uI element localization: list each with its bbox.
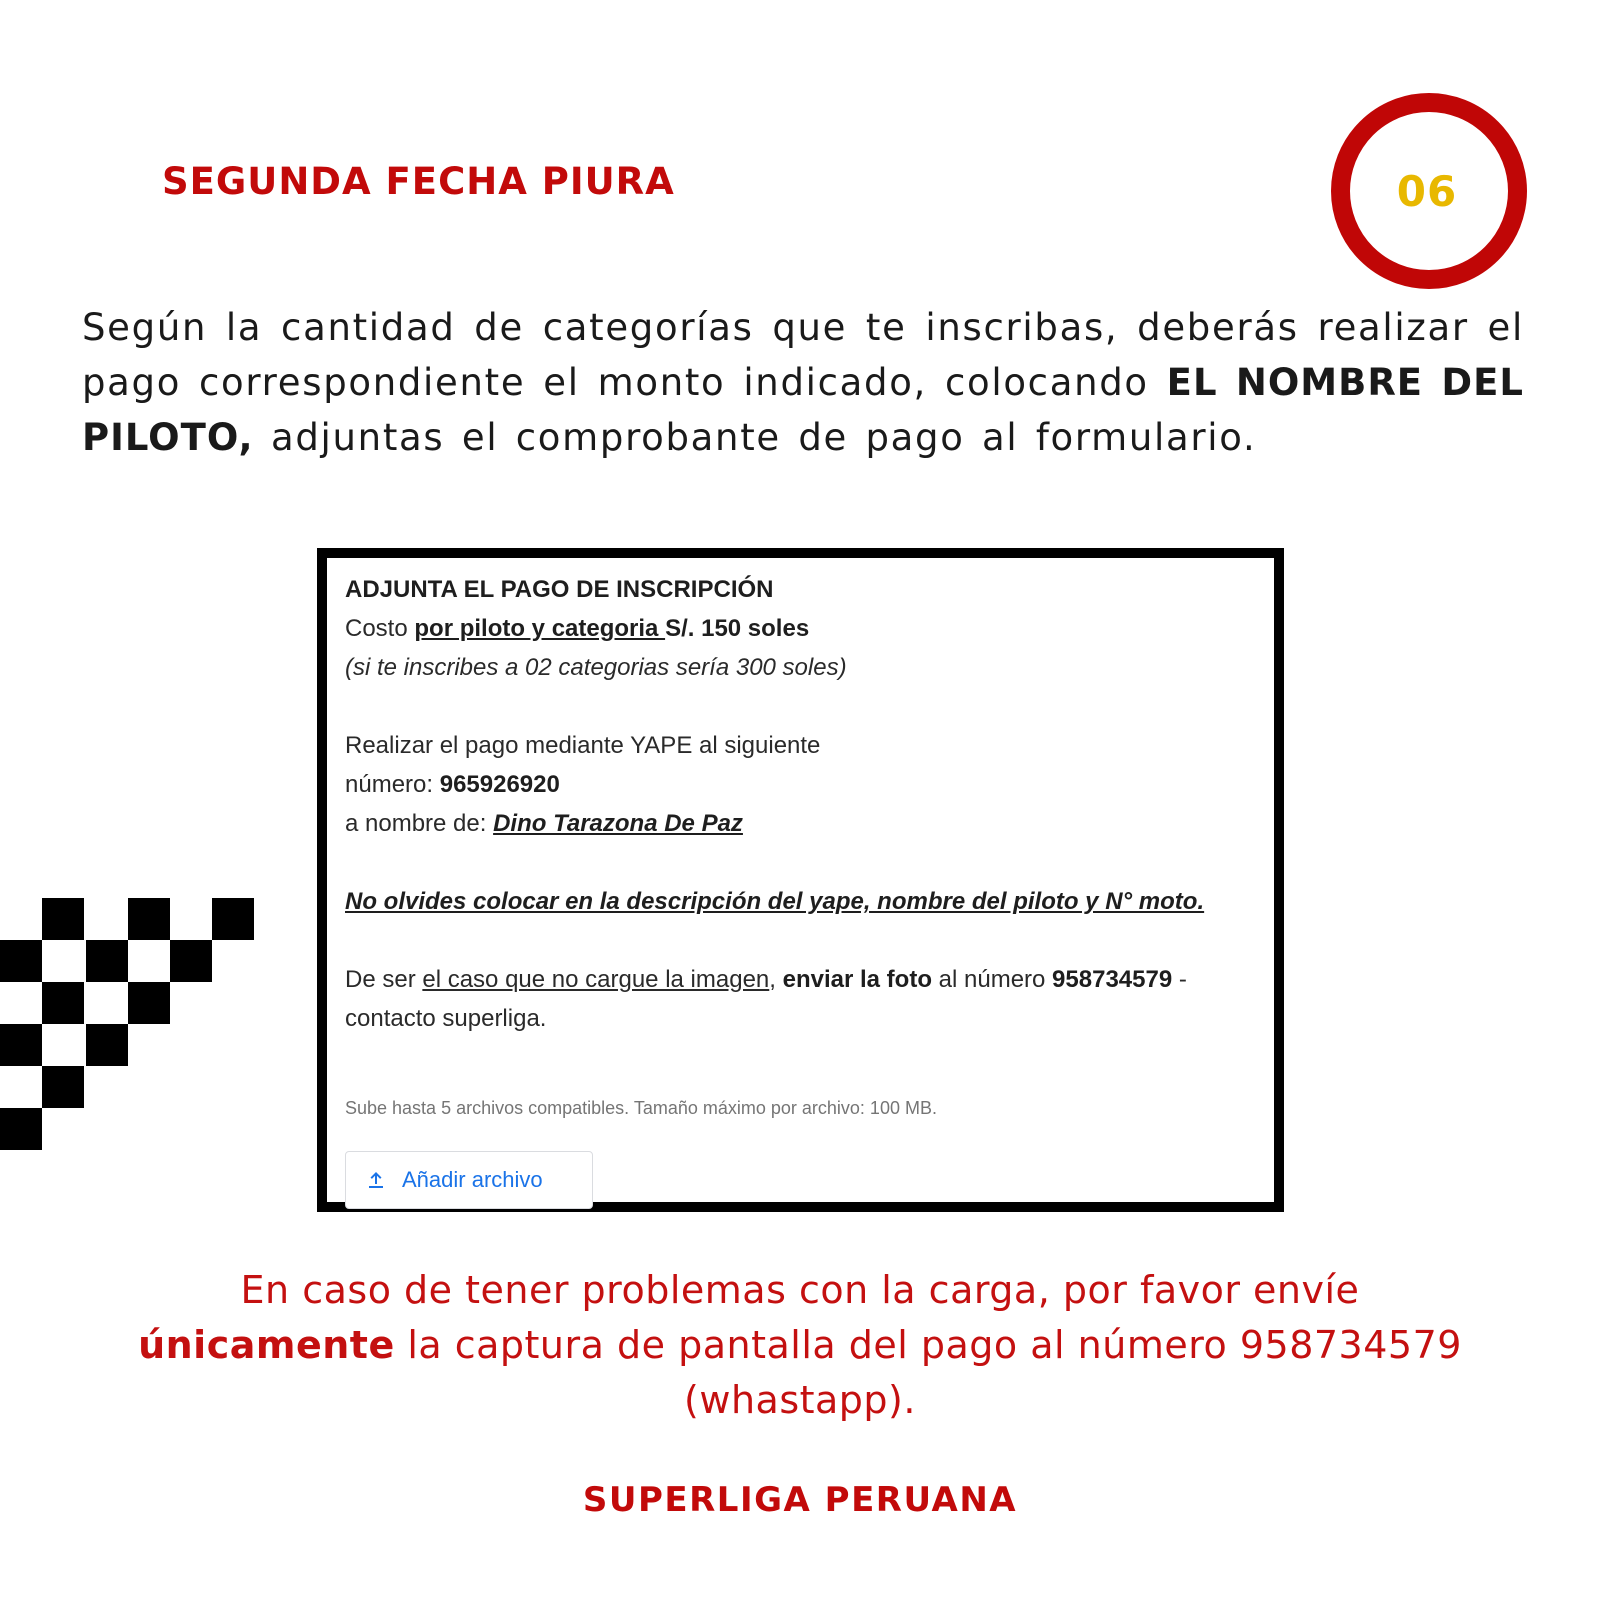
intro-text-2: adjuntas el comprobante de pago al formulario.: [253, 416, 1257, 459]
checker-square: [0, 940, 42, 982]
checker-square: [42, 898, 84, 940]
step-number: 06: [1396, 166, 1458, 216]
cost-underlined: por piloto y categoria: [414, 615, 666, 642]
payment-number-label: número:: [345, 771, 440, 798]
payee-name: Dino Tarazona De Paz: [493, 810, 743, 837]
checker-square: [0, 1108, 42, 1150]
fallback-underlined: el caso que no cargue la imagen: [422, 966, 770, 993]
cost-amount: S/. 150 soles: [665, 615, 810, 642]
intro-text-1: Según la cantidad de categorías que te inscribas, deberás realizar el pago correspondiente el monto indicado, colocando: [82, 306, 1524, 404]
fallback-line: [345, 960, 1256, 999]
checker-square: [212, 898, 254, 940]
checker-square: [170, 940, 212, 982]
payee-line: [345, 804, 1256, 843]
checker-square: [128, 898, 170, 940]
intro-paragraph: [82, 300, 1524, 465]
step-badge: [1331, 93, 1527, 289]
upload-icon: [364, 1168, 388, 1192]
payee-label: a nombre de:: [345, 810, 494, 837]
checker-square: [86, 1024, 128, 1066]
message-line-2: [40, 1318, 1560, 1373]
fallback-prefix: De ser: [345, 966, 423, 993]
payment-number: 965926920: [439, 771, 560, 798]
message-line-1: En caso de tener problemas con la carga, por favor envíe: [240, 1268, 1360, 1312]
fallback-number: 958734579: [1052, 966, 1173, 993]
payment-number-line: [345, 765, 1256, 804]
checker-square: [42, 1066, 84, 1108]
page-title: SEGUNDA FECHA PIURA: [162, 160, 675, 203]
form-title: ADJUNTA EL PAGO DE INSCRIPCIÓN: [345, 576, 774, 603]
cost-note: (si te inscribes a 02 categorias sería 300 soles): [345, 654, 847, 681]
cost-line: [345, 609, 1256, 648]
intro-bold: EL NOMBRE DEL PILOTO,: [82, 361, 1524, 459]
payment-instruction: Realizar el pago mediante YAPE al siguiente: [345, 732, 821, 759]
checker-square: [86, 940, 128, 982]
fallback-comma: ,: [769, 966, 783, 993]
fallback-suffix: -: [1172, 966, 1187, 993]
fallback-line-2: contacto superliga.: [345, 1005, 547, 1032]
fallback-bold: enviar la foto: [782, 966, 932, 993]
message-line-2-rest: la captura de pantalla del pago al número 958734579: [394, 1323, 1462, 1367]
form-screenshot: [317, 548, 1284, 1212]
cost-prefix: Costo: [345, 615, 415, 642]
add-file-button[interactable]: [345, 1151, 593, 1209]
checkered-flag-pattern: [0, 898, 260, 1158]
upload-helper-text: Sube hasta 5 archivos compatibles. Tamaño máximo por archivo: 100 MB.: [345, 1098, 937, 1118]
upload-problem-message: [40, 1263, 1560, 1428]
add-file-label: Añadir archivo: [402, 1167, 543, 1192]
checker-square: [42, 982, 84, 1024]
checker-square: [0, 1024, 42, 1066]
checker-square: [128, 982, 170, 1024]
form-description: [345, 570, 1256, 1038]
footer-brand: SUPERLIGA PERUANA: [582, 1480, 1018, 1520]
reminder-text: No olvides colocar en la descripción del yape, nombre del piloto y N° moto.: [345, 888, 1205, 915]
message-line-3: (whastapp).: [684, 1378, 916, 1422]
fallback-mid: al número: [931, 966, 1053, 993]
message-bold: únicamente: [138, 1323, 395, 1367]
